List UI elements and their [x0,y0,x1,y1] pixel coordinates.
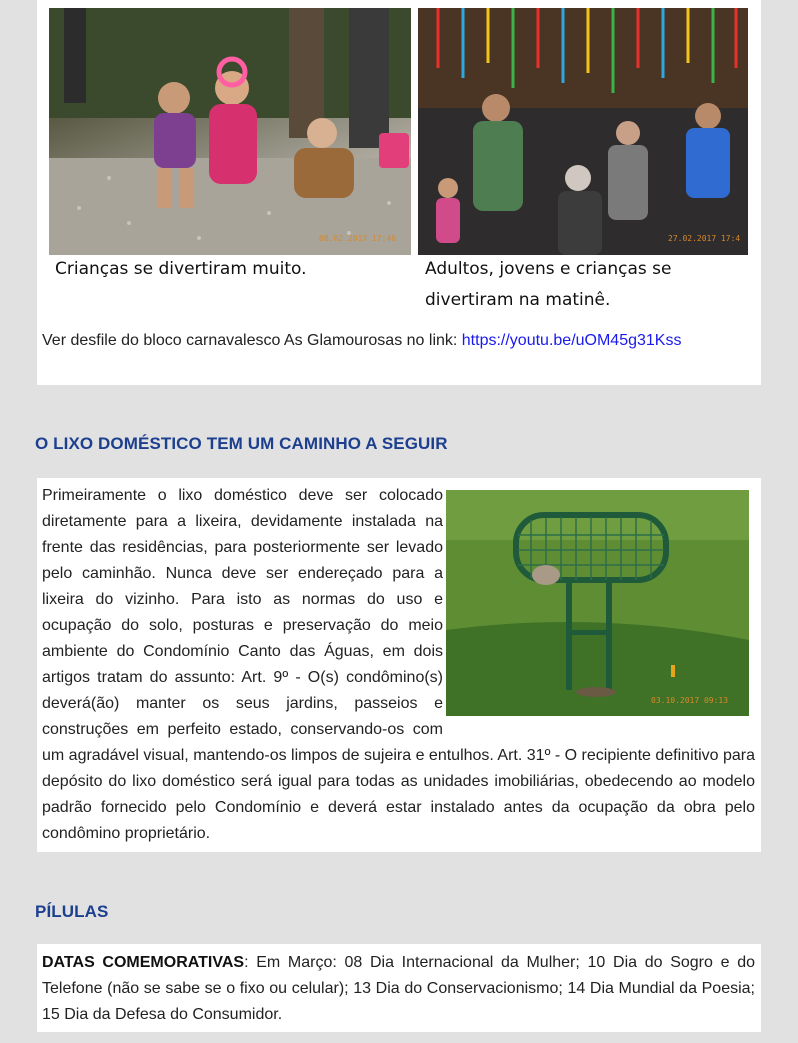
section-title-pilulas: PÍLULAS [35,902,109,921]
photo-crowd-matine [418,8,748,255]
pilulas-text: : Em Março: 08 Dia Internacional da Mulher; 10 Dia do Sogro e do Telefone (não se sabe se o fixo ou celular); 13 Dia do Conservacionismo; 14 Dia Mundial da Poesia; 15 Dia da Defesa do Consumidor. [42,954,755,1023]
photo-date-stamp: 03.10.2017 09:13 [651,696,729,705]
children-photo-art [49,8,411,255]
pilulas-label: DATAS COMEMORATIVAS [42,954,245,971]
carnival-card [37,0,761,385]
crowd-photo-art [418,8,748,255]
video-link-line [42,332,681,350]
photo-date-stamp: 27.02.2017 17:4 [668,234,741,243]
image-float-spacer [443,483,755,721]
video-link[interactable]: https://youtu.be/uOM45g31Kss [461,332,682,349]
caption-children: Crianças se divertiram muito. [55,259,307,279]
pilulas-card [37,944,761,1032]
lixo-body [42,483,755,847]
caption-adults: Adultos, jovens e crianças se divertiram na matinê. [425,259,672,310]
lixo-card [37,478,761,852]
lixo-body-text: Primeiramente o lixo doméstico deve ser colocado diretamente para a lixeira, devidamente instalada na frente das residências, para posteriormente ser levado pelo caminhão. Nunca deve ser endereçado para a lixeira do vizinho. Para isto as normas do uso e ocupação do solo, posturas e preservação do meio ambiente do Condomínio Canto das Águas, em dois artigos tratam do assunto: Art. 9º - O(s) condômino(s) deverá(ão) manter os seus jardins, passeios e construções em perfeito estado, conservando-os com um agradável visual, mantendo-os limpos de sujeira e entulhos. Art. 31º - O recipiente definitivo para depósito do lixo doméstico será igual para todas as unidades imobiliárias, obedecendo ao modelo padrão fornecido pelo Condomínio e deverá estar instalado antes da ocupação da obra pelo condômino proprietário. [42,487,755,842]
photo-children-carnival [49,8,411,255]
photo-date-stamp: 08.02.2017 17:46 [319,234,397,243]
pilulas-body [42,950,755,1028]
video-link-prefix: Ver desfile do bloco carnavalesco As Glamourosas no link: [42,332,462,349]
section-title-lixo: O LIXO DOMÉSTICO TEM UM CAMINHO A SEGUIR [35,434,448,453]
